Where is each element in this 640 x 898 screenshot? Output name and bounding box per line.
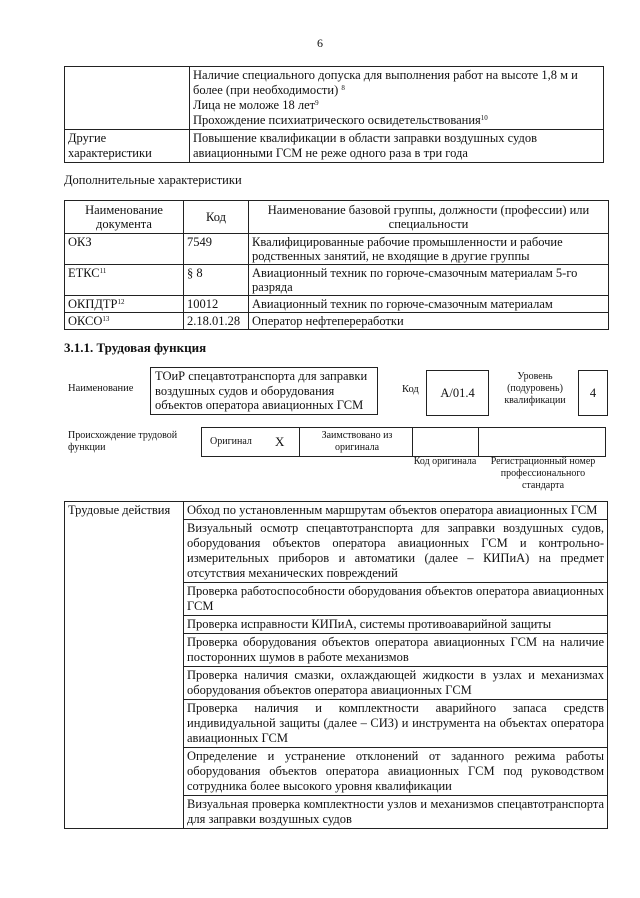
table-row [65, 67, 604, 130]
action-item: Проверка оборудования объектов оператора авиационных ГСМ на наличие посторонних шумов в работе механизмов [184, 634, 608, 667]
requirements-cell: Повышение квалификации в области заправки воздушных судов авиационными ГСМ не реже одного раза в три года [190, 130, 604, 163]
name-cell: Авиационный техник по горюче-смазочным материалам 5-го разряда [249, 265, 609, 296]
footnote-ref: 13 [102, 315, 110, 323]
requirements-table [64, 66, 604, 163]
table-row [65, 130, 604, 163]
divider [478, 428, 479, 456]
doc-cell: ОКСО$^{13}$ [65, 313, 184, 330]
action-item: Визуальный осмотр спецавтотранспорта для заправки воздушных судов, оборудования объектов оператора авиационных ГСМ и контрольно-измерительных приборов и автоматики (далее – КИПиА) на предмет отсутствия механических повреждений [184, 520, 608, 583]
origin-label: Происхождение трудовой функции [68, 430, 178, 453]
page-number: 6 [317, 36, 323, 50]
name-cell: Квалифицированные рабочие промышленности и рабочие родственных занятий, не входящие в другие группы [249, 234, 609, 265]
action-item: Визуальная проверка комплектности узлов и механизмов спецавтотранспорта для заправки воздушных судов [184, 796, 608, 829]
original-mark: X [275, 434, 285, 449]
doc-cell: ОКПДТР$^{12}$ [65, 296, 184, 313]
function-code-box: А/01.4 [426, 370, 489, 416]
column-header: Наименование базовой группы, должности (профессии) или специальности [249, 201, 609, 234]
table-row [65, 296, 609, 313]
additional-characteristics-table [64, 200, 609, 330]
doc-cell: ОКЗ [65, 234, 184, 265]
requirement-line: Прохождение психиатрического освидетельствования$^{10}$ [193, 113, 488, 127]
labor-actions-table [64, 501, 608, 829]
level-box: 4 [578, 370, 608, 416]
footnote-ref: 8 [341, 84, 345, 92]
code-label: Код [402, 384, 419, 395]
other-characteristics-label: Другие характеристики [65, 130, 190, 163]
additional-heading: Дополнительные характеристики [64, 173, 242, 187]
code-cell: 7549 [184, 234, 249, 265]
table-row [65, 502, 608, 520]
footnote-ref: 12 [117, 298, 125, 306]
table-row [65, 313, 609, 330]
doc-cell: ЕТКС$^{11}$ [65, 265, 184, 296]
function-name-box: ТОиР спецавтотранспорта для заправки воздушных судов и оборудования объектов оператора авиационных ГСМ [150, 367, 378, 415]
registration-caption: Регистрационный номер профессионального стандарта [490, 456, 596, 491]
action-item: Проверка наличия смазки, охлаждающей жидкости в узлах и механизмах оборудования объектов оператора авиационных ГСМ [184, 667, 608, 700]
actions-label: Трудовые действия [65, 502, 184, 829]
name-cell: Оператор нефтепереработки [249, 313, 609, 330]
borrowed-label: Заимствовано из оригинала [321, 430, 393, 453]
requirements-cell [190, 67, 604, 130]
table-row [65, 265, 609, 296]
footnote-ref: 11 [99, 267, 107, 275]
table-header-row [65, 201, 609, 234]
requirement-line: Лица не моложе 18 лет$^9$ [193, 98, 319, 112]
column-header: Код [184, 201, 249, 234]
level-label: Уровень (подуровень) квалификации [504, 371, 566, 406]
requirement-line: Наличие специального допуска для выполнения работ на высоте 1,8 м и более (при необходимости) $^8$ [193, 68, 578, 97]
code-original-caption: Код оригинала [413, 456, 477, 467]
origin-row [201, 427, 606, 457]
code-cell: 2.18.01.28 [184, 313, 249, 330]
action-item: Проверка наличия и комплектности аварийного запаса средств индивидуальной защиты (далее – СИЗ) и инструмента на объектах оператора авиационных ГСМ [184, 700, 608, 748]
column-header: Наименование документа [65, 201, 184, 234]
action-item: Проверка исправности КИПиА, системы противоаварийной защиты [184, 616, 608, 634]
section-title: 3.1.1. Трудовая функция [64, 340, 207, 355]
action-item: Определение и устранение отклонений от заданного режима работы оборудования объектов оператора авиационных ГСМ под руководством сотрудника более высокого уровня квалификации [184, 748, 608, 796]
action-item: Обход по установленным маршрутам объектов оператора авиационных ГСМ [184, 502, 608, 520]
original-label: Оригинал [210, 436, 252, 447]
name-cell: Авиационный техник по горюче-смазочным материалам [249, 296, 609, 313]
action-item: Проверка работоспособности оборудования объектов оператора авиационных ГСМ [184, 583, 608, 616]
requirements-label-empty [65, 67, 190, 130]
table-row [65, 234, 609, 265]
code-cell: § 8 [184, 265, 249, 296]
code-cell: 10012 [184, 296, 249, 313]
divider [412, 428, 413, 456]
name-label: Наименование [68, 383, 134, 394]
footnote-ref: 9 [315, 99, 319, 107]
divider [299, 428, 300, 456]
footnote-ref: 10 [480, 114, 488, 122]
